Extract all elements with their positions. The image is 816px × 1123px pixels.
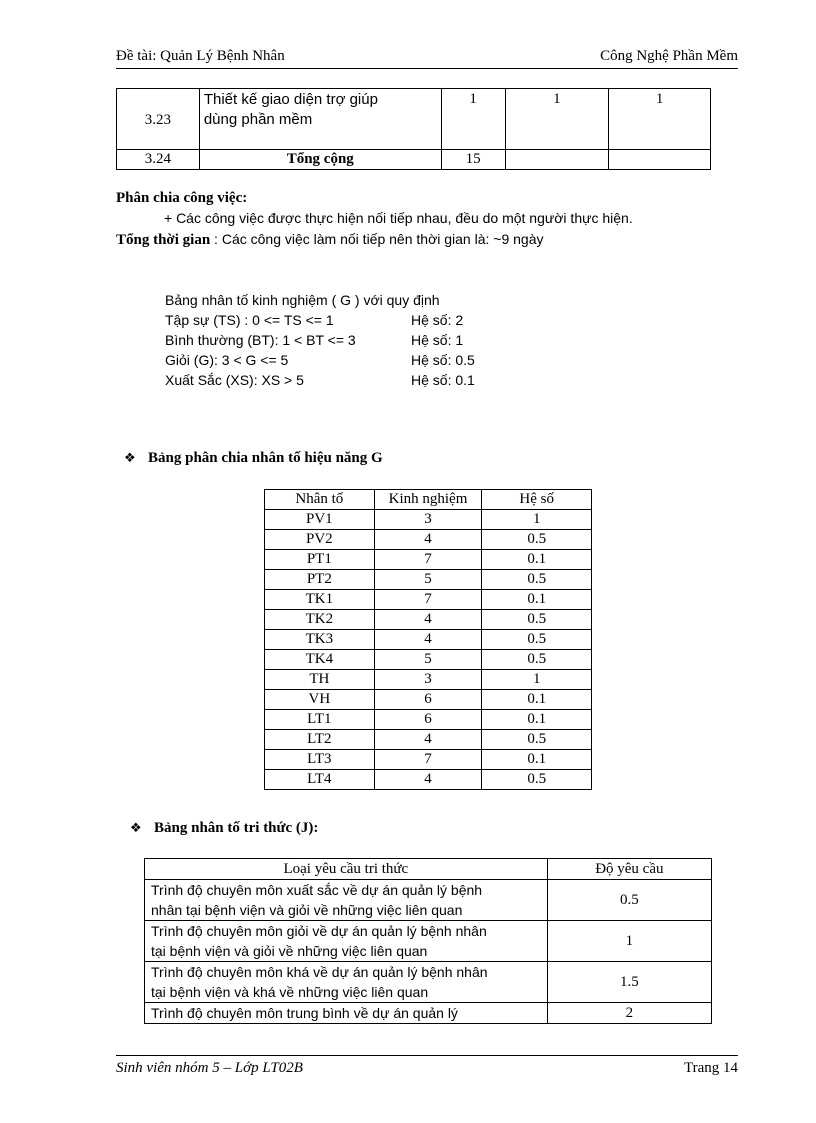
work-division-text: + Các công việc được thực hiện nối tiếp nhau, đều do một người thực hiện. bbox=[164, 210, 633, 226]
table-cell: 7 bbox=[374, 750, 482, 770]
task-name bbox=[199, 89, 441, 150]
requirement-level: 1 bbox=[547, 921, 711, 962]
task-cell bbox=[609, 150, 711, 170]
table-cell: 4 bbox=[374, 770, 482, 790]
table-cell: 1 bbox=[482, 670, 592, 690]
experience-rule: Xuất Sắc (XS): XS > 5 bbox=[165, 372, 304, 388]
table-row bbox=[265, 770, 592, 790]
column-header: Độ yêu cầu bbox=[547, 859, 711, 880]
task-cell: 1 bbox=[441, 89, 505, 150]
requirement-level: 2 bbox=[547, 1003, 711, 1024]
experience-row bbox=[165, 330, 464, 350]
diamond-bullet-icon: ❖ bbox=[130, 821, 142, 836]
task-cell: 1 bbox=[609, 89, 711, 150]
table-cell: TK4 bbox=[265, 650, 375, 670]
table-header-row bbox=[145, 859, 712, 880]
table-cell: 0.5 bbox=[482, 730, 592, 750]
requirement-description bbox=[145, 962, 548, 1003]
description-line: Trình độ chuyên môn giỏi về dự án quản lý bệnh nhân bbox=[151, 923, 487, 939]
table-cell: PV1 bbox=[265, 510, 375, 530]
table-row bbox=[265, 530, 592, 550]
table-cell: 0.5 bbox=[482, 610, 592, 630]
table-row bbox=[265, 610, 592, 630]
table-row bbox=[117, 89, 711, 150]
knowledge-table bbox=[144, 858, 712, 1024]
table-cell: 4 bbox=[374, 730, 482, 750]
table-cell: 4 bbox=[374, 610, 482, 630]
table-cell: 4 bbox=[374, 630, 482, 650]
requirement-description bbox=[145, 1003, 548, 1024]
page-header bbox=[116, 48, 738, 69]
task-cell: 15 bbox=[441, 150, 505, 170]
perf-table bbox=[264, 489, 592, 790]
total-time-text: : Các công việc làm nối tiếp nên thời gian là: ~9 ngày bbox=[210, 231, 544, 247]
page-footer bbox=[116, 1055, 738, 1080]
table-cell: TK1 bbox=[265, 590, 375, 610]
experience-coef: Hệ số: 0.1 bbox=[411, 372, 475, 388]
table-row bbox=[265, 650, 592, 670]
table-row bbox=[265, 750, 592, 770]
table-cell: LT1 bbox=[265, 710, 375, 730]
experience-row bbox=[165, 370, 475, 390]
table-row bbox=[265, 550, 592, 570]
experience-title: Bảng nhân tố kinh nghiệm ( G ) với quy định bbox=[165, 292, 440, 308]
table-cell: LT3 bbox=[265, 750, 375, 770]
table-cell: 4 bbox=[374, 530, 482, 550]
table-cell: 0.1 bbox=[482, 750, 592, 770]
table-row bbox=[117, 150, 711, 170]
description-line: nhân tại bệnh viện và giỏi về những việc liên quan bbox=[151, 902, 463, 918]
column-header: Kinh nghiệm bbox=[374, 490, 482, 510]
table-row bbox=[265, 630, 592, 650]
table-row bbox=[265, 590, 592, 610]
knowledge-section-heading bbox=[130, 820, 318, 837]
table-cell: 7 bbox=[374, 590, 482, 610]
task-name-line: dùng phần mềm bbox=[203, 111, 313, 128]
task-name-line: Thiết kế giao diện trợ giúp bbox=[203, 91, 378, 108]
table-cell: TK3 bbox=[265, 630, 375, 650]
task-table bbox=[116, 88, 711, 170]
table-cell: 0.5 bbox=[482, 630, 592, 650]
experience-factor bbox=[165, 290, 475, 390]
experience-row bbox=[165, 350, 475, 370]
experience-coef: Hệ số: 2 bbox=[411, 312, 464, 328]
table-cell: LT4 bbox=[265, 770, 375, 790]
footer-group: Sinh viên nhóm 5 – Lớp LT02B bbox=[116, 1060, 303, 1076]
requirement-level: 1.5 bbox=[547, 962, 711, 1003]
header-subject: Công Nghệ Phần Mềm bbox=[600, 48, 738, 64]
experience-rule: Giỏi (G): 3 < G <= 5 bbox=[165, 352, 289, 368]
column-header: Nhân tố bbox=[265, 490, 375, 510]
table-row bbox=[145, 1003, 712, 1024]
task-id: 3.23 bbox=[117, 89, 200, 150]
requirement-level: 0.5 bbox=[547, 880, 711, 921]
table-cell: TH bbox=[265, 670, 375, 690]
table-cell: VH bbox=[265, 690, 375, 710]
diamond-bullet-icon: ❖ bbox=[124, 451, 136, 466]
table-cell: 1 bbox=[482, 510, 592, 530]
table-cell: TK2 bbox=[265, 610, 375, 630]
table-cell: PT2 bbox=[265, 570, 375, 590]
table-cell: 0.5 bbox=[482, 650, 592, 670]
task-cell bbox=[505, 150, 609, 170]
table-cell: 0.5 bbox=[482, 530, 592, 550]
table-cell: LT2 bbox=[265, 730, 375, 750]
table-row bbox=[145, 880, 712, 921]
table-cell: 5 bbox=[374, 570, 482, 590]
header-topic: Đề tài: Quản Lý Bệnh Nhân bbox=[116, 48, 285, 64]
perf-section-title: Bảng phân chia nhân tố hiệu năng G bbox=[148, 450, 383, 466]
table-cell: 0.1 bbox=[482, 590, 592, 610]
perf-section-heading bbox=[124, 450, 383, 467]
requirement-description bbox=[145, 880, 548, 921]
experience-coef: Hệ số: 1 bbox=[411, 332, 464, 348]
table-row bbox=[145, 921, 712, 962]
table-row bbox=[265, 690, 592, 710]
requirement-description bbox=[145, 921, 548, 962]
table-cell: 7 bbox=[374, 550, 482, 570]
work-division-label: Phân chia công việc: bbox=[116, 190, 248, 206]
table-header-row bbox=[265, 490, 592, 510]
total-time bbox=[116, 231, 544, 249]
experience-row bbox=[165, 310, 464, 330]
column-header: Loại yêu cầu tri thức bbox=[145, 859, 548, 880]
table-cell: 0.1 bbox=[482, 690, 592, 710]
table-cell: 0.5 bbox=[482, 770, 592, 790]
experience-rule: Bình thường (BT): 1 < BT <= 3 bbox=[165, 332, 356, 348]
footer-page-number: Trang 14 bbox=[683, 1060, 738, 1076]
table-cell: PT1 bbox=[265, 550, 375, 570]
table-row bbox=[265, 510, 592, 530]
description-line: Trình độ chuyên môn khá về dự án quản lý bệnh nhân bbox=[151, 964, 488, 980]
knowledge-section-title: Bảng nhân tố tri thức (J): bbox=[154, 820, 319, 836]
description-line: tại bệnh viện và khá về những việc liên quan bbox=[151, 984, 429, 1000]
experience-coef: Hệ số: 0.5 bbox=[411, 352, 475, 368]
table-row bbox=[265, 730, 592, 750]
table-cell: 5 bbox=[374, 650, 482, 670]
table-cell: 3 bbox=[374, 510, 482, 530]
table-row bbox=[265, 570, 592, 590]
description-line: tại bệnh viện và giỏi về những việc liên quan bbox=[151, 943, 428, 959]
description-line: Trình độ chuyên môn xuất sắc về dự án quản lý bệnh bbox=[151, 882, 483, 898]
table-cell: 6 bbox=[374, 690, 482, 710]
total-time-label: Tổng thời gian bbox=[116, 232, 211, 248]
task-cell: 1 bbox=[505, 89, 609, 150]
experience-rule: Tập sự (TS) : 0 <= TS <= 1 bbox=[165, 312, 334, 328]
task-total-label: Tổng cộng bbox=[199, 150, 441, 170]
table-cell: 6 bbox=[374, 710, 482, 730]
column-header: Hệ số bbox=[482, 490, 592, 510]
table-cell: 3 bbox=[374, 670, 482, 690]
table-row bbox=[265, 710, 592, 730]
task-id: 3.24 bbox=[117, 150, 200, 170]
table-cell: 0.1 bbox=[482, 550, 592, 570]
table-cell: PV2 bbox=[265, 530, 375, 550]
description-line: Trình độ chuyên môn trung bình về dự án quản lý bbox=[151, 1005, 458, 1021]
table-row bbox=[145, 962, 712, 1003]
table-cell: 0.5 bbox=[482, 570, 592, 590]
table-cell: 0.1 bbox=[482, 710, 592, 730]
table-row bbox=[265, 670, 592, 690]
